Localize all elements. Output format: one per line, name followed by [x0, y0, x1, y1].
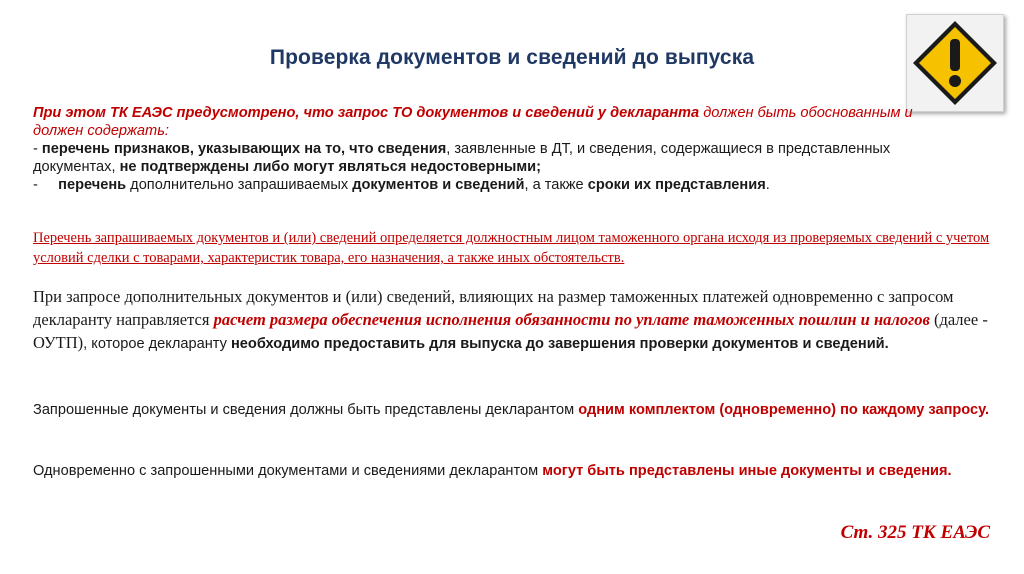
payment-bold: необходимо предоставить для выпуска до завершения проверки документов и сведений.: [230, 336, 889, 352]
item2-text-1: дополнительно запрашиваемых: [126, 177, 353, 193]
item2-bold-3: сроки их представления: [587, 177, 766, 193]
payment-paragraph: [33, 286, 993, 355]
item1-dash: -: [33, 141, 42, 157]
page-title: Проверка документов и сведений до выпуска: [269, 46, 755, 69]
item2-bold-2: документов и сведений: [352, 177, 525, 193]
article-reference: Ст. 325 ТК ЕАЭС: [840, 522, 990, 543]
submission-highlight: одним комплектом (одновременно) по каждому запросу.: [578, 402, 990, 418]
item1-bold-2: не подтверждены либо могут являться недостоверными;: [119, 159, 542, 175]
svg-text:!: !: [955, 109, 956, 110]
item2-text-2: , а также: [524, 177, 588, 193]
submission-text: Запрошенные документы и сведения должны быть представлены декларантом: [33, 402, 579, 418]
additional-docs-highlight: могут быть представлены иные документы и сведения.: [542, 463, 952, 479]
payment-text-2: (далее - ОУТП): [33, 310, 988, 352]
payment-text-3: , которое декларанту: [83, 336, 231, 352]
item2-dash: -: [33, 177, 59, 193]
item2-text-3: .: [765, 177, 770, 193]
additional-docs-paragraph: [33, 461, 993, 481]
note-paragraph: Перечень запрашиваемых документов и (или) сведений определяется должностным лицом таможенного органа исходя из проверяемых сведений с учетом условий сделки с товарами, характеристик товара, его назначения, а также иных обстоятельств.: [33, 230, 990, 266]
intro-lead-2: должен быть обоснованным и должен содержать:: [33, 105, 913, 139]
item1-text-1: , заявленные в ДТ, и сведения, содержащиеся в представленных документах,: [33, 141, 891, 175]
additional-docs-text: Одновременно с запрошенными документами и сведениями декларантом: [33, 463, 543, 479]
intro-lead: При этом ТК ЕАЭС предусмотрено, что запрос ТО документов и сведений у декларанта: [33, 105, 700, 121]
intro-paragraph: [33, 104, 963, 194]
payment-text-1: При запросе дополнительных документов и (или) сведений, влияющих на размер таможенных платежей одновременно с запросом декларанту направляется: [33, 287, 954, 329]
item1-bold-1: перечень признаков, указывающих на то, что сведения: [41, 141, 447, 157]
item2-bold-1: перечень: [58, 177, 127, 193]
payment-highlight: расчет размера обеспечения исполнения обязанности по уплате таможенных пошлин и налогов: [213, 310, 930, 329]
submission-paragraph: [33, 400, 993, 420]
warning-icon: [906, 14, 1004, 112]
